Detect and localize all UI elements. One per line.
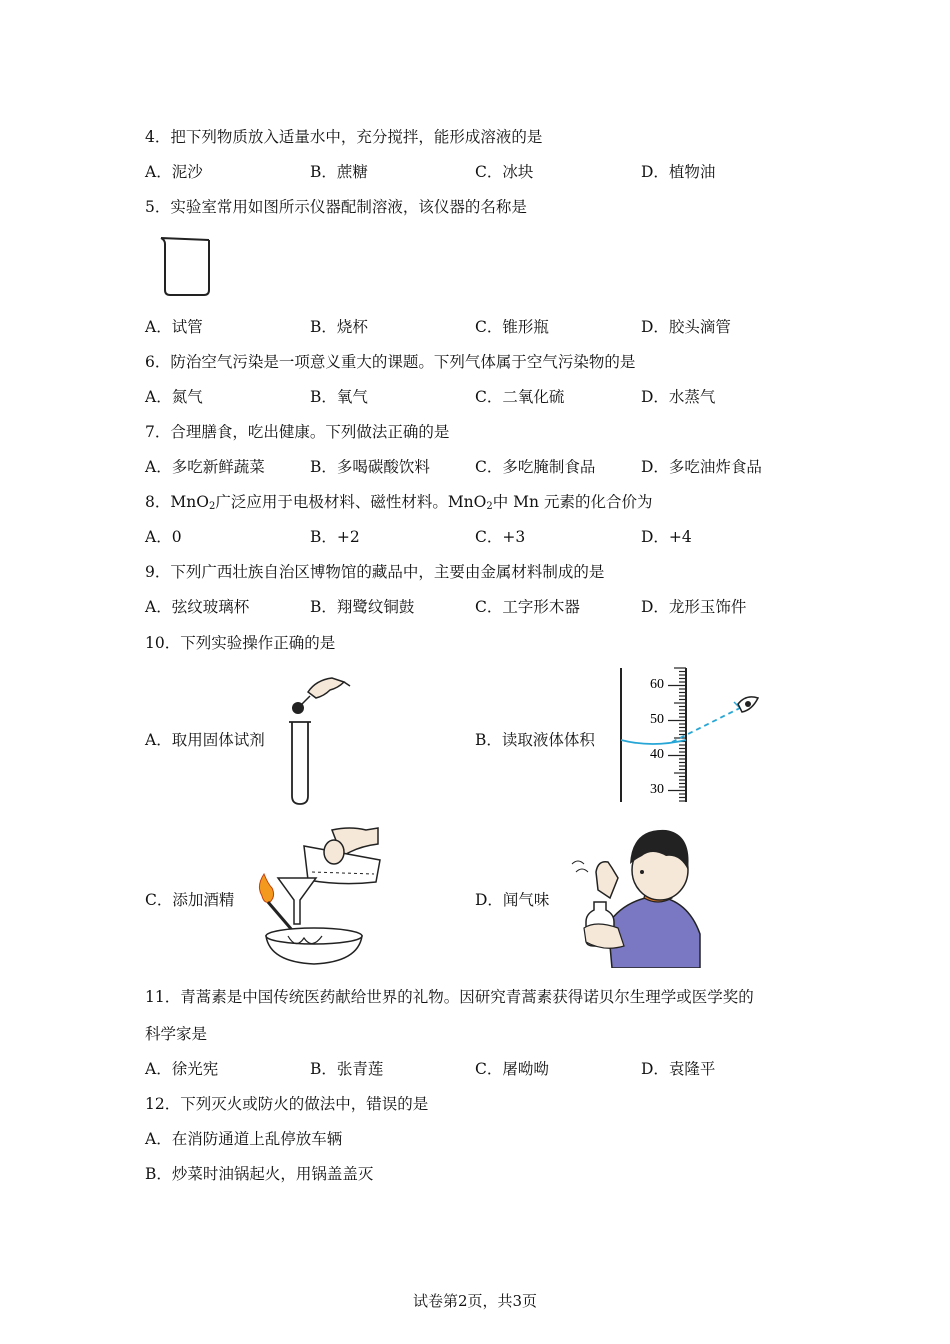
q7-stem: 7．合理膳食，吃出健康。下列做法正确的是 bbox=[145, 423, 450, 441]
q9-option-d: D．龙形玉饰件 bbox=[641, 598, 747, 616]
q8-stem-part2: 广泛应用于电极材料、磁性材料。MnO bbox=[215, 493, 487, 511]
q11-stem-line2: 科学家是 bbox=[145, 1025, 208, 1043]
q11-option-a: A．徐光宪 bbox=[145, 1060, 219, 1078]
q7-option-b: B．多喝碳酸饮料 bbox=[310, 458, 430, 476]
q8-stem-part3: 中 Mn 元素的化合价为 bbox=[492, 493, 653, 511]
solid-reagent-figure bbox=[280, 670, 360, 810]
q12-option-a: A．在消防通道上乱停放车辆 bbox=[145, 1130, 343, 1148]
tick-label-60: 60 bbox=[650, 677, 664, 692]
q10-option-a: A．取用固体试剂 bbox=[145, 731, 265, 749]
page-footer: 试卷第2页，共3页 bbox=[412, 1292, 538, 1310]
q6-option-b: B．氧气 bbox=[310, 388, 368, 406]
q4-option-b: B．蔗糖 bbox=[310, 163, 368, 181]
q6-option-a: A．氮气 bbox=[145, 388, 203, 406]
q5-stem: 5．实验室常用如图所示仪器配制溶液，该仪器的名称是 bbox=[145, 198, 527, 216]
smell-gas-figure bbox=[568, 824, 704, 968]
q8-option-d: D．+4 bbox=[641, 528, 692, 546]
q12-stem: 12．下列灭火或防火的做法中，错误的是 bbox=[145, 1095, 429, 1113]
q8-option-c: C．+3 bbox=[475, 528, 526, 546]
alcohol-lamp-figure bbox=[252, 826, 384, 968]
tick-label-40: 40 bbox=[650, 747, 664, 762]
q6-stem: 6．防治空气污染是一项意义重大的课题。下列气体属于空气污染物的是 bbox=[145, 353, 636, 371]
q11-option-b: B．张青莲 bbox=[310, 1060, 384, 1078]
q4-option-d: D．植物油 bbox=[641, 163, 716, 181]
q11-option-c: C．屠呦呦 bbox=[475, 1060, 549, 1078]
q6-option-d: D．水蒸气 bbox=[641, 388, 716, 406]
q5-option-a: A．试管 bbox=[145, 318, 203, 336]
q9-option-a: A．弦纹玻璃杯 bbox=[145, 598, 250, 616]
q8-stem-sub2: 2 bbox=[486, 501, 493, 512]
q5-option-d: D．胶头滴管 bbox=[641, 318, 731, 336]
q5-option-b: B．烧杯 bbox=[310, 318, 368, 336]
q10-stem: 10．下列实验操作正确的是 bbox=[145, 634, 336, 652]
q9-stem: 9．下列广西壮族自治区博物馆的藏品中，主要由金属材料制成的是 bbox=[145, 563, 605, 581]
q7-option-c: C．多吃腌制食品 bbox=[475, 458, 596, 476]
q4-option-a: A．泥沙 bbox=[145, 163, 203, 181]
q8-stem-part1: 8．MnO bbox=[145, 493, 209, 511]
q5-option-c: C．锥形瓶 bbox=[475, 318, 549, 336]
q12-option-b: B．炒菜时油锅起火，用锅盖盖灭 bbox=[145, 1165, 374, 1183]
beaker-figure bbox=[158, 234, 218, 300]
q8-stem-sub1: 2 bbox=[208, 501, 216, 512]
q11-stem-line1: 11．青蒿素是中国传统医药献给世界的礼物。因研究青蒿素获得诺贝尔生理学或医学奖的 bbox=[145, 988, 754, 1006]
q9-option-b: B．翔鹭纹铜鼓 bbox=[310, 598, 415, 616]
q8-option-a: A．0 bbox=[145, 528, 182, 546]
q9-option-c: C．工字形木器 bbox=[475, 598, 580, 616]
q7-option-d: D．多吃油炸食品 bbox=[641, 458, 762, 476]
q8-stem bbox=[145, 491, 652, 518]
q6-option-c: C．二氧化硫 bbox=[475, 388, 565, 406]
q4-stem: 4．把下列物质放入适量水中，充分搅拌，能形成溶液的是 bbox=[145, 128, 543, 146]
q7-option-a: A．多吃新鲜蔬菜 bbox=[145, 458, 265, 476]
tick-label-50: 50 bbox=[650, 712, 664, 727]
tick-label-30: 30 bbox=[650, 782, 664, 797]
q10-option-c: C．添加酒精 bbox=[145, 891, 235, 909]
q10-option-d: D．闻气味 bbox=[475, 891, 550, 909]
q11-option-d: D．袁隆平 bbox=[641, 1060, 716, 1078]
q4-option-c: C．冰块 bbox=[475, 163, 534, 181]
graduated-cylinder-figure bbox=[612, 664, 762, 806]
q8-option-b: B．+2 bbox=[310, 528, 360, 546]
q10-option-b: B．读取液体体积 bbox=[475, 731, 595, 749]
